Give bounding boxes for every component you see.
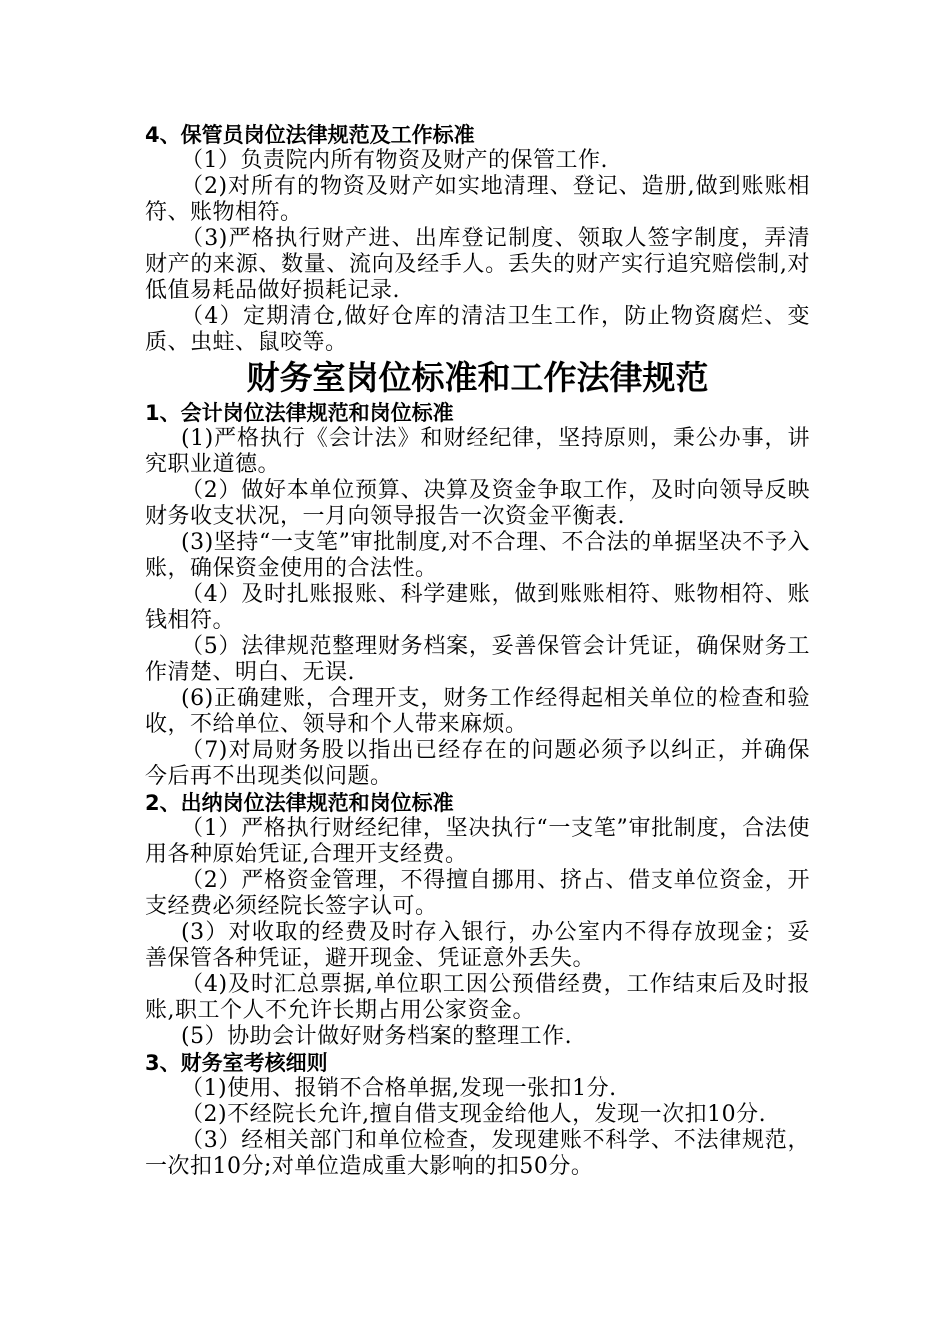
section-heading-assessment: 3、财务室考核细则 [145,1051,328,1075]
paragraph: (6)正确建账，合理开支，财务工作经得起相关单位的检查和验收，不给单位、领导和个人带来麻烦。 [145,686,810,737]
paragraph: (5）协助会计做好财务档案的整理工作. [181,1024,573,1049]
paragraph: （2）严格资金管理，不得擅自挪用、挤占、借支单位资金，开支经费必须经院长签字认可。 [145,868,810,919]
paragraph: （2)不经院长允许,擅自借支现金给他人，发现一次扣10分. [181,1102,767,1127]
paragraph: （2）做好本单位预算、决算及资金争取工作，及时向领导反映财务收支状况，一月向领导报告一次资金平衡表. [145,478,810,529]
paragraph: (3）对收取的经费及时存入银行，办公室内不得存放现金；妥善保管各种凭证，避开现金、凭证意外丢失。 [145,920,810,971]
paragraph: （3)严格执行财产进、出库登记制度、领取人签字制度，弄清财产的来源、数量、流向及经手人。丢失的财产实行追究赔偿制,对低值易耗品做好损耗记录. [145,226,810,303]
paragraph: （3）经相关部门和单位检查，发现建账不科学、不法律规范，一次扣10分;对单位造成重大影响的扣50分。 [145,1128,810,1179]
paragraph: (1)严格执行《会计法》和财经纪律，坚持原则，秉公办事，讲究职业道德。 [145,426,810,477]
paragraph: （2)对所有的物资及财产如实地清理、登记、造册,做到账账相符、账物相符。 [145,174,810,225]
paragraph: （1)使用、报销不合格单据,发现一张扣1分. [181,1076,617,1101]
paragraph: （1）严格执行财经纪律，坚决执行“一支笔”审批制度，合法使用各种原始凭证,合理开支经费。 [145,816,810,867]
paragraph: （1）负责院内所有物资及财产的保管工作. [181,148,608,173]
paragraph: （5）法律规范整理财务档案，妥善保管会计凭证，确保财务工作清楚、明白、无误. [145,634,810,685]
paragraph: （4）定期清仓,做好仓库的清洁卫生工作，防止物资腐烂、变质、虫蛀、鼠咬等。 [145,304,810,355]
paragraph: （7)对局财务股以指出已经存在的问题必须予以纠正，并确保今后再不出现类似问题。 [145,738,810,789]
document-title: 财务室岗位标准和工作法律规范 [246,358,709,397]
section-heading-accountant: 1、会计岗位法律规范和岗位标准 [145,401,454,425]
document-page [145,122,810,1180]
section-heading-keeper: 4、保管员岗位法律规范及工作标准 [145,123,475,147]
paragraph: （4)及时汇总票据,单位职工因公预借经费，工作结束后及时报账,职工个人不允许长期占用公家资金。 [145,972,810,1023]
paragraph: (3)坚持“一支笔”审批制度,对不合理、不合法的单据坚决不予入账，确保资金使用的合法性。 [145,530,810,581]
section-heading-cashier: 2、出纳岗位法律规范和岗位标准 [145,791,454,815]
paragraph: （4）及时扎账报账、科学建账，做到账账相符、账物相符、账钱相符。 [145,582,810,633]
